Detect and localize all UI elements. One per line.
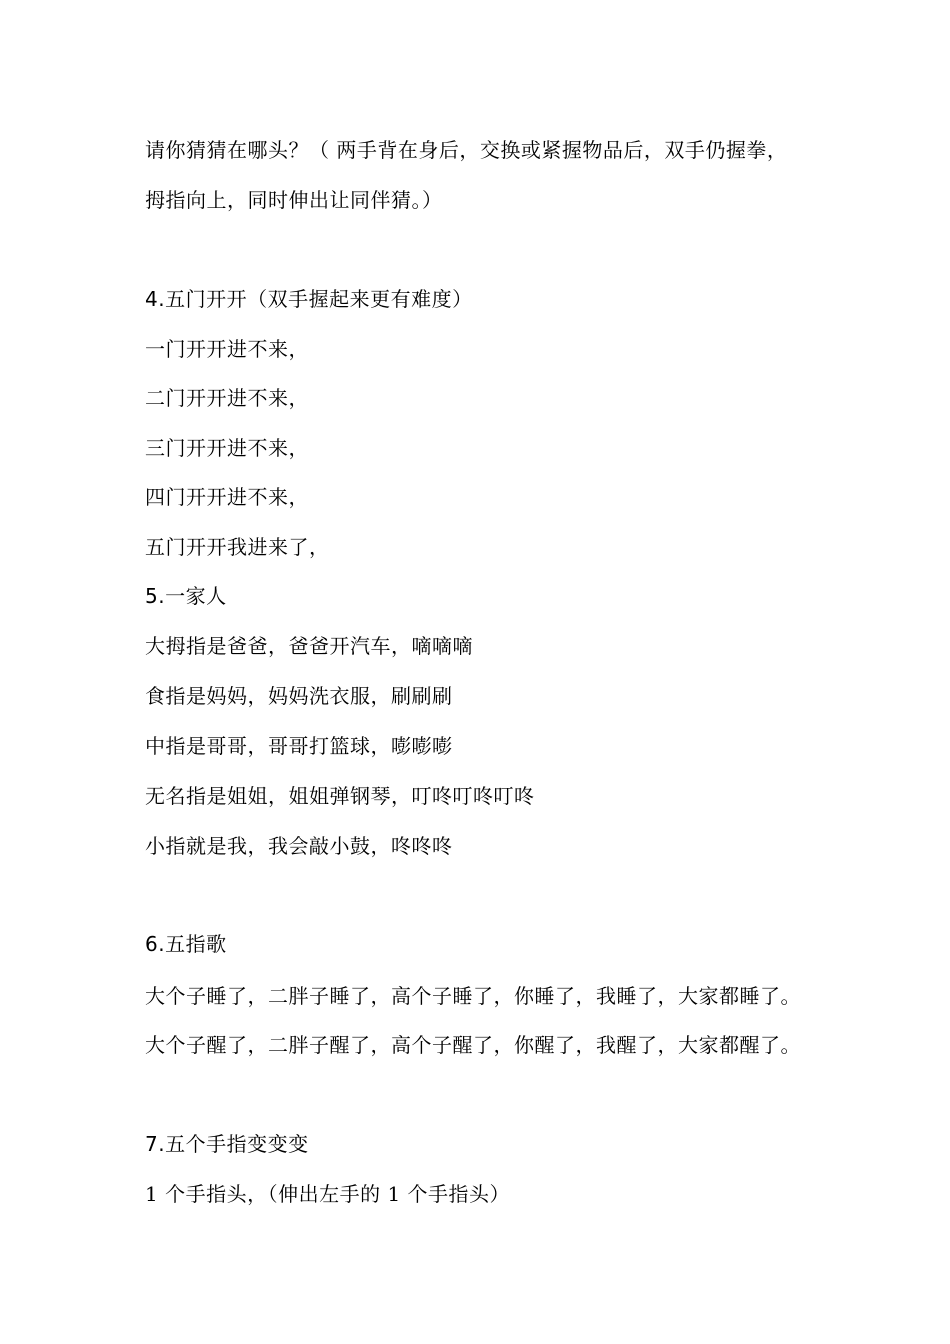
section-5-line-5: 小指就是我，我会敲小鼓，咚咚咚 <box>145 834 453 858</box>
section-5-line-2: 食指是妈妈，妈妈洗衣服，刷刷刷 <box>145 684 453 708</box>
section-7-title: 五个手指变变变 <box>165 1132 309 1156</box>
section-5-line-1: 大拇指是爸爸，爸爸开汽车，嘀嘀嘀 <box>145 634 473 658</box>
section-6-heading <box>145 930 227 958</box>
section-6-line-2: 大个子醒了，二胖子醒了，高个子醒了，你醒了，我醒了，大家都醒了。 <box>145 1033 801 1057</box>
section-4-line-3: 三门开开进不来， <box>145 436 309 460</box>
intro-line-1: 请你猜猜在哪头？（ 两手背在身后，交换或紧握物品后，双手仍握拳， <box>145 138 788 162</box>
section-5-line-4: 无名指是姐姐，姐姐弹钢琴，叮咚叮咚叮咚 <box>145 784 535 808</box>
section-4-line-2: 二门开开进不来， <box>145 386 309 410</box>
section-6-number: 6. <box>145 932 166 956</box>
section-4-line-4: 四门开开进不来， <box>145 485 309 509</box>
section-5-heading <box>145 582 227 610</box>
section-6-title: 五指歌 <box>165 932 227 956</box>
section-6-line-1: 大个子睡了，二胖子睡了，高个子睡了，你睡了，我睡了，大家都睡了。 <box>145 984 801 1008</box>
section-7-number: 7. <box>145 1132 166 1156</box>
section-4-line-1: 一门开开进不来， <box>145 337 309 361</box>
section-7-line-1: 1 个手指头，（伸出左手的 1 个手指头） <box>145 1182 511 1206</box>
section-5-number: 5. <box>145 584 166 608</box>
intro-line-2: 拇指向上，同时伸出让同伴猜。） <box>145 188 443 212</box>
section-5-title: 一家人 <box>165 584 227 608</box>
section-7-heading <box>145 1130 309 1158</box>
section-4-line-5: 五门开开我进来了， <box>145 535 330 559</box>
section-4-number: 4. <box>145 287 166 311</box>
section-5-line-3: 中指是哥哥，哥哥打篮球，嘭嘭嘭 <box>145 734 453 758</box>
section-4-heading <box>145 285 473 313</box>
section-4-title: 五门开开（双手握起来更有难度） <box>165 287 473 311</box>
